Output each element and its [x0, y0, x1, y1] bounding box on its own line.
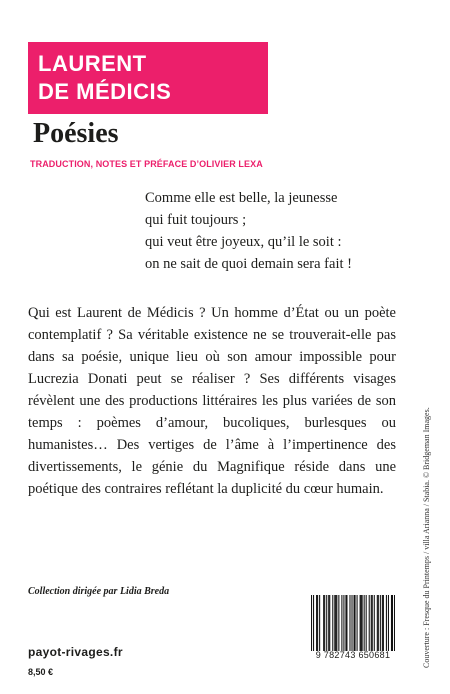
barcode-bar — [391, 595, 392, 651]
cover-image-credit: Couverture : Fresque du Printemps / villa Arianna / Stabia. © Bridgeman Images. — [422, 407, 431, 668]
barcode-bar — [345, 595, 346, 651]
barcode-bar — [380, 595, 381, 651]
barcode-bar — [336, 595, 337, 651]
barcode-bar — [355, 595, 356, 651]
barcode-bar — [369, 595, 370, 651]
barcode-bar — [335, 595, 336, 651]
barcode-bar — [338, 595, 339, 651]
barcode-bar — [378, 595, 379, 651]
barcode-bar — [372, 595, 373, 651]
poem-line: qui veut être joyeux, qu’il le soit : — [145, 234, 342, 250]
barcode-bar — [388, 595, 389, 651]
barcode-bar — [341, 595, 342, 651]
barcode-bar — [360, 595, 361, 651]
barcode-bar — [362, 595, 363, 651]
poem-line: Comme elle est belle, la jeunesse — [145, 190, 338, 206]
barcode-bar — [319, 595, 320, 651]
barcode-bar — [332, 595, 333, 651]
barcode-bar — [316, 595, 317, 651]
translation-credit: TRADUCTION, NOTES ET PRÉFACE D’OLIVIER LEXA — [30, 159, 263, 169]
barcode-bar — [354, 595, 355, 651]
book-title: Poésies — [33, 118, 119, 149]
poem-excerpt — [145, 187, 415, 275]
isbn-digits: 9 782743 650681 — [315, 650, 391, 660]
back-cover-blurb: Qui est Laurent de Médicis ? Un homme d’État ou un poète contemplatif ? Sa véritable existence ne se trouverait-elle pas dans sa poésie, unique lieu où son amour impossible pour Lucrezia Donati peut se réaliser ? Ses différents visages révèlent une des productions littéraires les plus variées de son temps : poèmes d’amour, bucoliques, burlesques ou humanistes… Des vertiges de l’âme à l’impertinence des divertissements, le génie du Magnifique réside dans une poétique des contraires reflétant la duplicité du cœur humain. — [28, 305, 396, 497]
barcode-bar — [324, 595, 325, 651]
barcode-bar — [364, 595, 365, 651]
barcode-bar — [311, 595, 312, 651]
barcode-bar — [383, 595, 384, 651]
author-last-name: DE MÉDICIS — [38, 79, 172, 104]
barcode-bars — [311, 595, 395, 651]
barcode-bar — [323, 595, 324, 651]
barcode-bar — [371, 595, 372, 651]
barcode-bar — [343, 595, 344, 651]
barcode-bar — [377, 595, 378, 651]
barcode-bar — [382, 595, 383, 651]
barcode-bar — [326, 595, 327, 651]
author-first-name: LAURENT — [38, 51, 147, 76]
barcode-bar — [334, 595, 335, 651]
barcode-bar — [328, 595, 329, 651]
barcode-bar — [392, 595, 393, 651]
barcode-bar — [346, 595, 347, 651]
barcode-bar — [349, 595, 350, 651]
author-banner — [28, 42, 268, 114]
collection-editor: Collection dirigée par Lidia Breda — [28, 586, 170, 597]
barcode-bar — [313, 595, 314, 651]
barcode-bar — [394, 595, 395, 651]
barcode-bar — [351, 595, 352, 651]
barcode-bar — [361, 595, 362, 651]
barcode-bar — [317, 595, 318, 651]
isbn-barcode — [297, 585, 409, 674]
barcode-bar — [374, 595, 375, 651]
barcode-bar — [357, 595, 358, 651]
barcode-bar — [329, 595, 330, 651]
barcode-bar — [386, 595, 387, 651]
publisher-website: payot-rivages.fr — [28, 645, 123, 659]
poem-line: qui fuit toujours ; — [145, 212, 247, 228]
barcode-bar — [366, 595, 367, 651]
poem-line: on ne sait de quoi demain sera fait ! — [145, 256, 352, 272]
price: 8,50 € — [28, 667, 54, 677]
